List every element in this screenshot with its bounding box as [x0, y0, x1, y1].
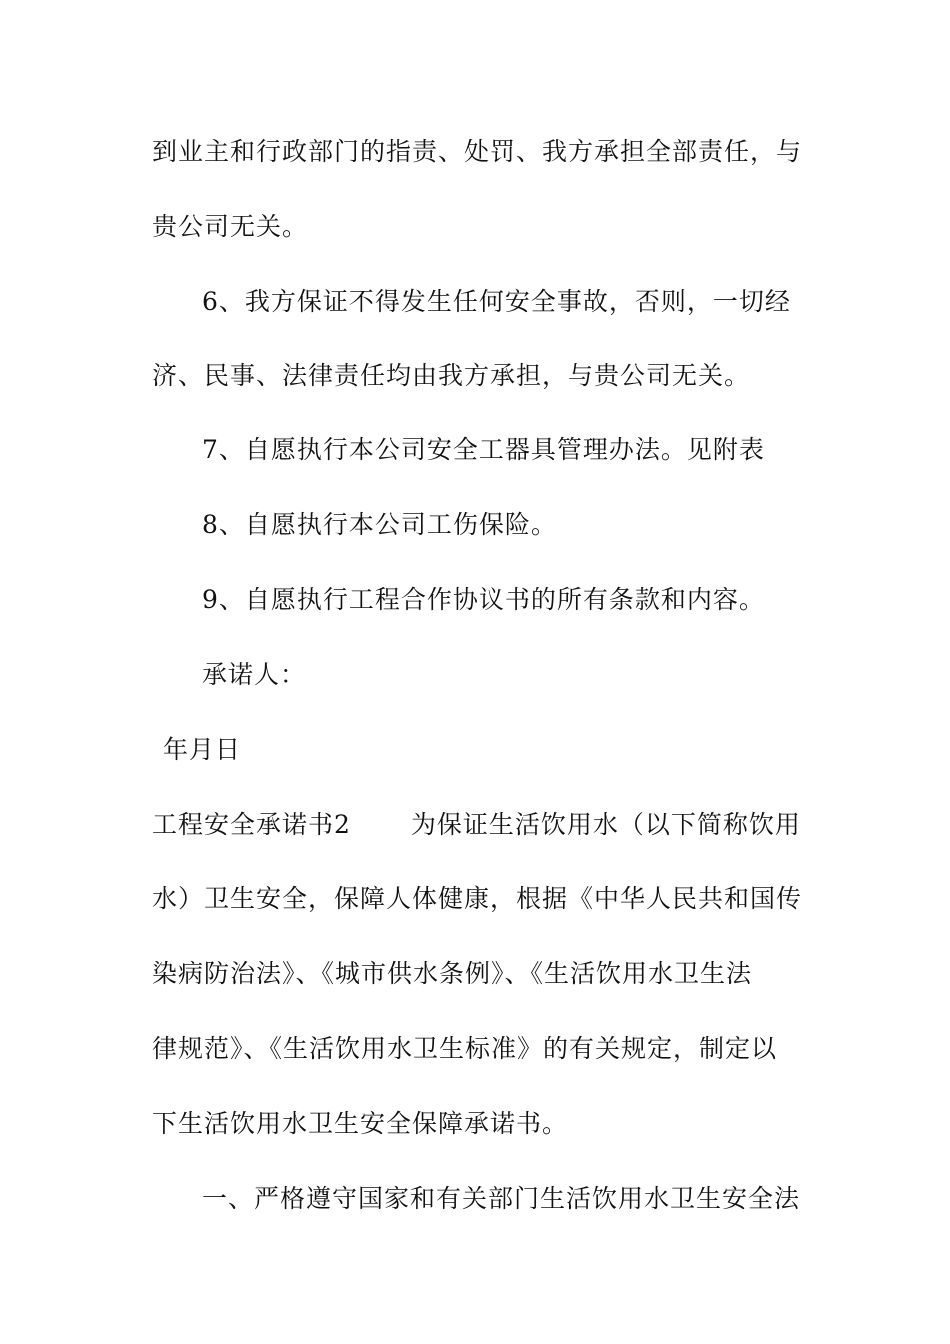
- signatory-label: 承诺人：: [202, 660, 307, 689]
- paragraph-line: 律规范》、《生活饮用水卫生标准》的有关规定，制定以: [152, 1034, 778, 1063]
- paragraph-line: 济、民事、法律责任均由我方承担，与贵公司无关。: [152, 361, 751, 390]
- section-title-line: [152, 809, 801, 841]
- clause-7-line: 7、自愿执行本公司安全工器具管理办法。见附表: [202, 435, 765, 464]
- paragraph-line: 水）卫生安全，保障人体健康，根据《中华人民共和国传: [152, 884, 803, 913]
- clause-9-line: 9、自愿执行工程合作协议书的所有条款和内容。: [202, 585, 765, 614]
- item-1-line: 一、严格遵守国家和有关部门生活饮用水卫生安全法: [202, 1184, 801, 1213]
- paragraph-line: 到业主和行政部门的指责、处罚、我方承担全部责任，与: [152, 137, 803, 166]
- clause-6-line: 6、我方保证不得发生任何安全事故，否则，一切经: [202, 287, 791, 316]
- date-line: 年月日: [163, 735, 242, 764]
- paragraph-line: 贵公司无关。: [152, 212, 309, 241]
- clause-8-line: 8、自愿执行本公司工伤保险。: [202, 510, 557, 539]
- section-title: 工程安全承诺书2: [152, 810, 351, 839]
- paragraph-line: 下生活饮用水卫生安全保障承诺书。: [152, 1109, 569, 1138]
- paragraph-line: 染病防治法》、《城市供水条例》、《生活饮用水卫生法: [152, 959, 753, 988]
- section-intro: 为保证生活饮用水（以下简称饮用: [410, 810, 801, 839]
